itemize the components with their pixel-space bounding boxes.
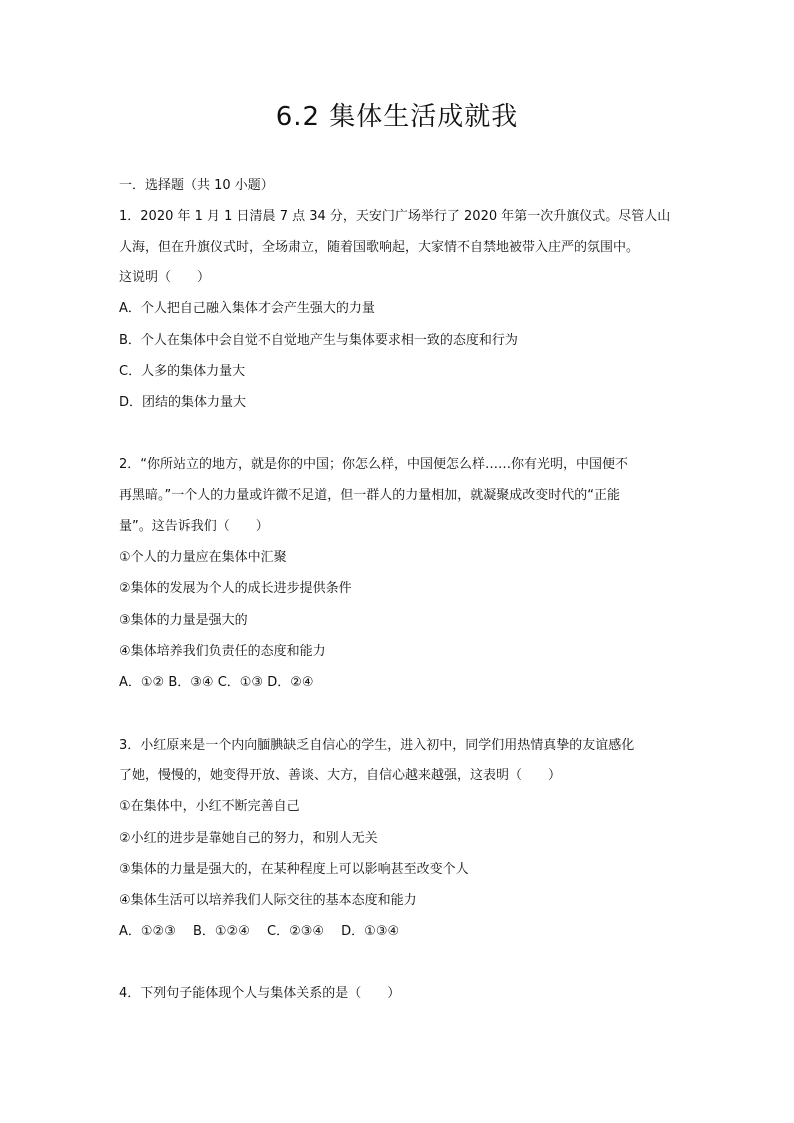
q2-options: A．①② B．③④ C．①③ D．②④ bbox=[119, 675, 314, 690]
q2-statement-3: ③集体的力量是强大的 bbox=[119, 613, 248, 628]
q1-option-d: D．团结的集体力量大 bbox=[119, 395, 247, 410]
q1-stem-line-1: 1．2020 年 1 月 1 日清晨 7 点 34 分，天安门广场举行了 2020 年第一次升旗仪式。尽管人山 bbox=[119, 209, 671, 224]
q1-stem-line-2: 人海，但在升旗仪式时，全场肃立，随着国歌响起，大家情不自禁地被带入庄严的氛围中。 bbox=[119, 240, 640, 255]
q2-stem-line-1: 2．“你所站立的地方，就是你的中国；你怎么样，中国便怎么样……你有光明，中国便不 bbox=[119, 457, 629, 472]
page-title: 6.2 集体生活成就我 bbox=[275, 102, 519, 132]
q2-stem-line-3: 量”。这告诉我们（ ） bbox=[119, 519, 269, 534]
q3-statement-3: ③集体的力量是强大的，在某种程度上可以影响甚至改变个人 bbox=[119, 862, 469, 877]
q3-stem-line-2: 了她，慢慢的，她变得开放、善谈、大方，自信心越来越强，这表明（ ） bbox=[119, 768, 562, 783]
q1-option-b: B．个人在集体中会自觉不自觉地产生与集体要求相一致的态度和行为 bbox=[119, 333, 518, 348]
q1-option-c: C．人多的集体力量大 bbox=[119, 364, 246, 379]
section-header: 一．选择题（共 10 小题） bbox=[119, 178, 274, 193]
q1-option-a: A．个人把自己融入集体才会产生强大的力量 bbox=[119, 301, 375, 316]
q4-stem-line-1: 4．下列句子能体现个人与集体关系的是（ ） bbox=[119, 986, 401, 1001]
q3-statement-1: ①在集体中，小红不断完善自己 bbox=[119, 799, 300, 814]
q3-statement-2: ②小红的进步是靠她自己的努力，和别人无关 bbox=[119, 831, 378, 846]
q2-stem-line-2: 再黑暗。”一个人的力量或许微不足道，但一群人的力量相加，就凝聚成改变时代的“正能 bbox=[119, 488, 620, 503]
q3-statement-4: ④集体生活可以培养我们人际交往的基本态度和能力 bbox=[119, 893, 417, 908]
q3-stem-line-1: 3．小红原来是一个内向腼腆缺乏自信心的学生，进入初中，同学们用热情真挚的友谊感化 bbox=[119, 738, 635, 753]
q2-statement-4: ④集体培养我们负责任的态度和能力 bbox=[119, 644, 326, 659]
q3-options: A．①②③ B．①②④ C．②③④ D．①③④ bbox=[119, 924, 400, 939]
q2-statement-2: ②集体的发展为个人的成长进步提供条件 bbox=[119, 581, 352, 596]
q2-statement-1: ①个人的力量应在集体中汇聚 bbox=[119, 550, 287, 565]
q1-stem-line-3: 这说明（ ） bbox=[119, 270, 211, 285]
